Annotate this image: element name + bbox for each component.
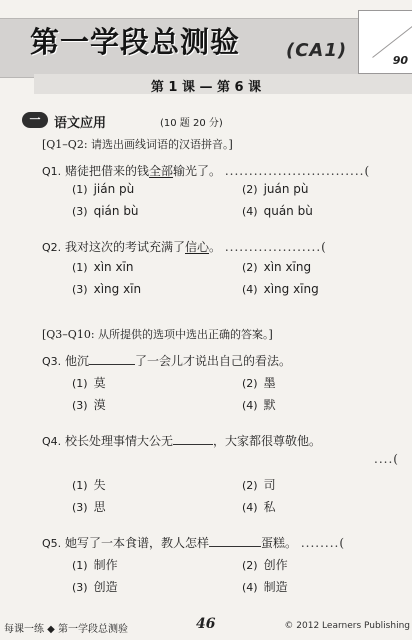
question-number: Q5.: [42, 537, 62, 550]
page-number: 90: [392, 54, 408, 67]
option-q2-1[interactable]: (1) xìn xīn: [72, 260, 134, 274]
option-q5-1[interactable]: (1) 制作: [72, 558, 118, 572]
question-number: Q3.: [42, 355, 62, 368]
question-text: 校长处理事情大公无: [64, 434, 173, 448]
test-code: (CA1): [286, 40, 348, 61]
option-q4-4[interactable]: (4) 私: [242, 500, 276, 514]
option-q1-4[interactable]: (4) quán bù: [242, 204, 313, 218]
answer-blank: [89, 352, 135, 365]
option-q2-3[interactable]: (3) xìng xīn: [72, 282, 142, 296]
question-q2: [42, 238, 327, 255]
option-q1-1[interactable]: (1) jián pù: [72, 182, 135, 196]
footer-page-number: 46: [196, 616, 216, 632]
question-text: 了一会儿才说出自己的看法。: [135, 354, 292, 368]
answer-bracket: ....(: [374, 452, 399, 466]
instruction-q1-q2: [Q1–Q2: 请选出画线词语的汉语拼音。]: [42, 138, 233, 151]
section-title: 语文应用: [54, 116, 107, 131]
section-score: (10 题 20 分): [160, 118, 223, 129]
option-q1-3[interactable]: (3) qián bù: [72, 204, 139, 218]
instruction-q3-q10: [Q3–Q10: 从所提供的选项中选出正确的答案。]: [42, 328, 273, 341]
answer-dots: ....................(: [224, 240, 327, 254]
question-q5: [42, 534, 345, 551]
page-header: [0, 0, 412, 120]
question-text: 蛋糕。: [261, 536, 298, 550]
lesson-range: 第 1 课 — 第 6 课: [150, 80, 262, 95]
option-q4-1[interactable]: (1) 失: [72, 478, 106, 492]
option-q5-3[interactable]: (3) 创造: [72, 580, 118, 594]
question-text: 我对这次的考试充满了: [64, 240, 185, 254]
option-q5-2[interactable]: (2) 创作: [242, 558, 288, 572]
section-number-icon: 一: [22, 112, 48, 128]
option-q3-2[interactable]: (2) 墨: [242, 376, 276, 390]
tab-divider: [372, 25, 412, 58]
question-text: ，大家都很尊敬他。: [213, 434, 322, 448]
option-q2-4[interactable]: (4) xìng xīng: [242, 282, 319, 296]
option-q4-3[interactable]: (3) 思: [72, 500, 106, 514]
question-text: 赌徒把借来的钱: [64, 164, 149, 178]
question-number: Q2.: [42, 241, 62, 254]
answer-blank: [209, 534, 261, 547]
question-text: 。: [209, 240, 222, 254]
underlined-word: 全部: [149, 164, 174, 178]
question-text: 她写了一本食谱，教人怎样: [64, 536, 209, 550]
page-title: 第一学段总测验: [30, 25, 241, 59]
answer-dots: .............................(: [224, 164, 371, 178]
page-number-tab: [358, 10, 412, 74]
answer-dots: ........(: [300, 536, 346, 550]
question-text: 输光了。: [173, 164, 222, 178]
underlined-word: 信心: [185, 240, 210, 254]
question-q1: [42, 162, 370, 179]
option-q3-3[interactable]: (3) 漠: [72, 398, 106, 412]
question-text: 他沉: [64, 354, 89, 368]
question-q4: [42, 432, 321, 449]
footer-book-title: 每课一练 ◆ 第一学段总测验: [4, 624, 129, 635]
option-q3-4[interactable]: (4) 默: [242, 398, 276, 412]
answer-blank: [173, 432, 213, 445]
option-q5-4[interactable]: (4) 制造: [242, 580, 288, 594]
option-q3-1[interactable]: (1) 莫: [72, 376, 106, 390]
question-q3: [42, 352, 291, 369]
question-number: Q4.: [42, 435, 62, 448]
option-q1-2[interactable]: (2) juán pù: [242, 182, 309, 196]
option-q2-2[interactable]: (2) xìn xīng: [242, 260, 312, 274]
question-number: Q1.: [42, 165, 62, 178]
option-q4-2[interactable]: (2) 司: [242, 478, 276, 492]
footer-copyright: © 2012 Learners Publishing: [284, 621, 410, 631]
